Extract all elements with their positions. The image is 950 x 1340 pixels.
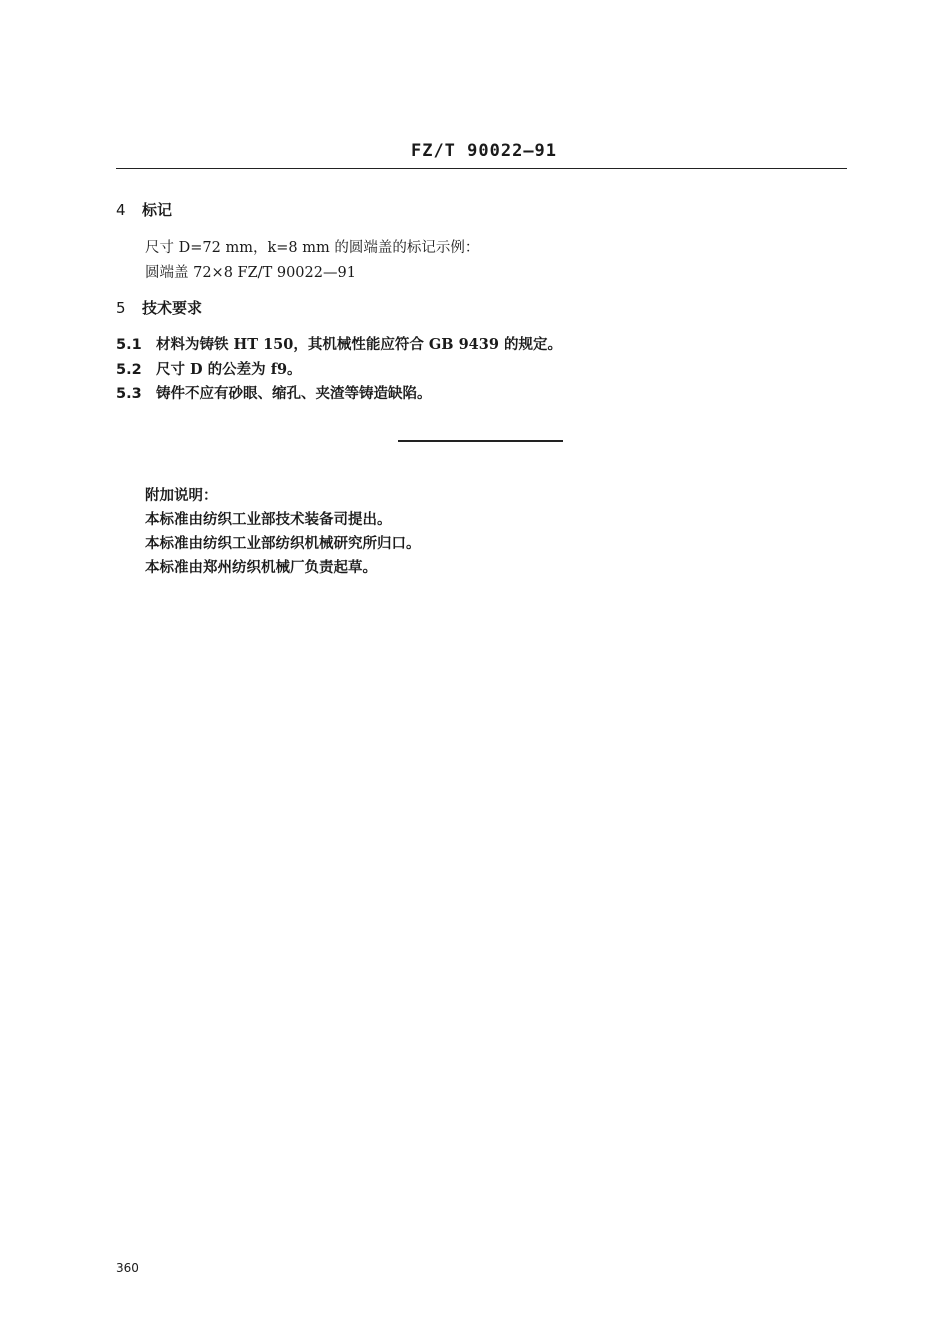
clause-number: 5.1 — [116, 337, 142, 353]
clause-text: 材料为铸铁 HT 150，其机械性能应符合 GB 9439 的规定。 — [156, 336, 562, 353]
marking-example-intro: 尺寸 D=72 mm，k=8 mm 的圆端盖的标记示例： — [145, 240, 480, 256]
clause-5-3 — [116, 382, 432, 403]
section-5-number: 5 — [116, 299, 126, 317]
note-line: 本标准由郑州纺织机械厂负责起草。 — [145, 559, 377, 576]
marking-example-code: 圆端盖 72×8 FZ/T 90022—91 — [145, 265, 356, 281]
clause-number: 5.2 — [116, 362, 142, 378]
note-line: 本标准由纺织工业部技术装备司提出。 — [145, 511, 392, 528]
clause-number: 5.3 — [116, 386, 142, 402]
clause-5-2 — [116, 358, 302, 379]
section-4-title: 标记 — [142, 201, 173, 219]
section-4-number: 4 — [116, 201, 126, 219]
note-line: 本标准由纺织工业部纺织机械研究所归口。 — [145, 535, 421, 552]
section-5-heading — [116, 297, 202, 318]
clause-text: 铸件不应有砂眼、缩孔、夹渣等铸造缺陷。 — [156, 385, 432, 402]
section-5-title: 技术要求 — [142, 299, 203, 317]
standard-code-header: FZ/T 90022—91 — [410, 141, 558, 161]
clause-5-1 — [116, 333, 562, 354]
additional-notes-title: 附加说明： — [145, 488, 218, 504]
end-of-text-rule — [398, 440, 563, 442]
header-divider — [116, 168, 847, 169]
section-4-heading — [116, 199, 172, 220]
page-number: 360 — [116, 1261, 139, 1275]
clause-text: 尺寸 D 的公差为 f9。 — [156, 361, 302, 378]
